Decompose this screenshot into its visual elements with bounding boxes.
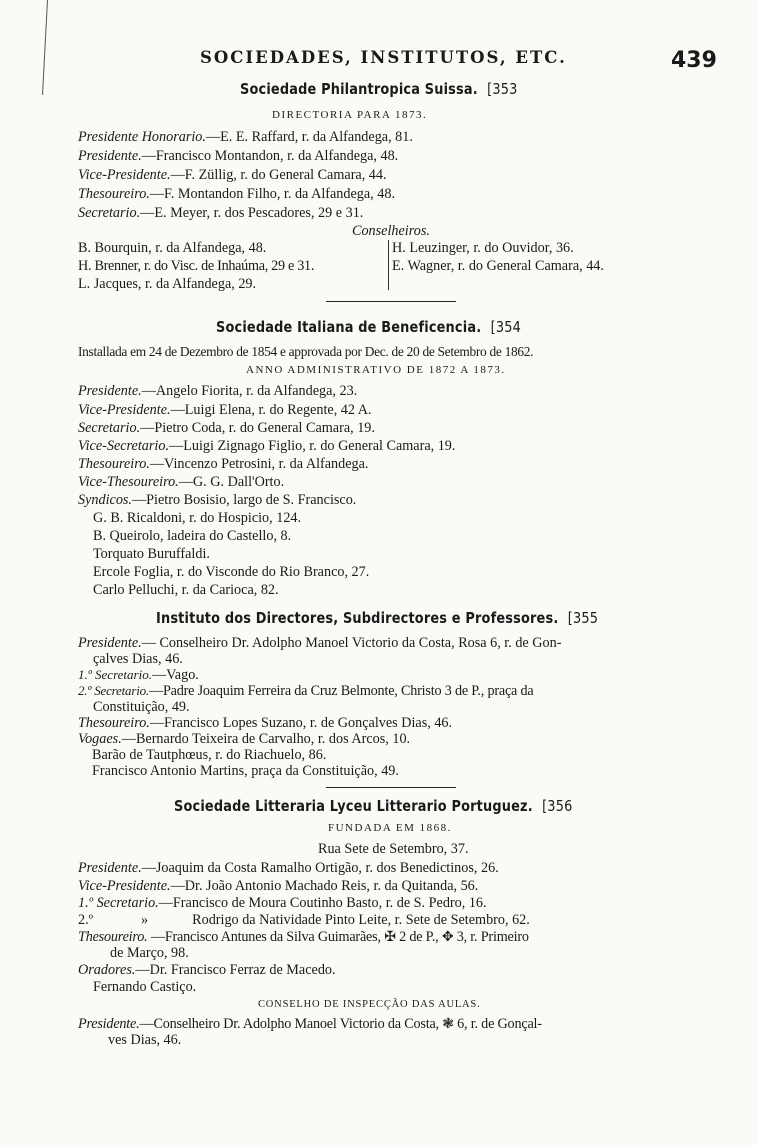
section-title-text: Instituto dos Directores, Subdirectores e Professores.	[156, 609, 559, 627]
section-number: [356	[542, 797, 573, 815]
entry-text: —Angelo Fiorita, r. da Alfandega, 23.	[141, 383, 358, 399]
entry-text: Rodrigo da Natividade Pinto Leite, r. Sete de Setembro, 62.	[192, 912, 530, 928]
conselheiros-label: Conselheiros.	[352, 223, 430, 239]
entry-text: —Luigi Zignago Figlio, r. do General Camara, 19.	[169, 438, 456, 454]
syndic-entry: Carlo Pelluchi, r. da Carioca, 82.	[93, 582, 279, 598]
section-356-address: Rua Sete de Setembro, 37.	[318, 841, 469, 857]
syndic-entry: G. B. Ricaldoni, r. do Hospicio, 124.	[93, 510, 302, 526]
entry-continuation: ves Dias, 46.	[108, 1032, 182, 1048]
entry-line	[78, 455, 368, 473]
vogal-entry: Barão de Tautphœus, r. do Riachuelo, 86.	[92, 747, 327, 763]
entry-text: —Vago.	[151, 667, 199, 683]
vogal-entry: Francisco Antonio Martins, praça da Constituição, 49.	[92, 763, 399, 779]
section-title-text: Sociedade Philantropica Suissa.	[240, 80, 478, 98]
entry-text: — Conselheiro Dr. Adolpho Manoel Victorio da Costa, Rosa 6, r. de Gon-	[141, 635, 562, 651]
role-label: Vice-Secretario.	[78, 438, 169, 454]
role-label: Presidente.	[78, 148, 142, 164]
ditto-mark: »	[141, 912, 149, 928]
entry-text: —Pietro Coda, r. do General Camara, 19.	[140, 420, 375, 436]
entry-line	[78, 147, 398, 165]
rose-order-icon: ❃	[442, 1017, 454, 1032]
council-right-entry: H. Leuzinger, r. do Ouvidor, 36.	[392, 240, 574, 256]
entry-line	[78, 877, 478, 895]
entry-text: 6, r. de Gonçal-	[457, 1016, 542, 1032]
entry-text: —G. G. Dall'Orto.	[178, 474, 285, 490]
cross-order-icon: ✠	[384, 930, 396, 945]
entry-line	[78, 491, 356, 509]
role-label: Presidente.	[78, 1016, 140, 1032]
entry-line	[78, 128, 413, 146]
section-number: [354	[490, 318, 521, 336]
role-label: Vice-Presidente.	[78, 878, 171, 894]
entry-line	[78, 473, 284, 491]
section-356-title	[174, 797, 572, 815]
entry-text: 3, r. Primeiro	[456, 929, 529, 945]
entry-text: —Francisco Antunes da Silva Guimarães,	[150, 929, 381, 945]
role-label: Vogaes.	[78, 731, 122, 747]
entry-line	[78, 911, 530, 929]
role-label: Oradores.	[78, 962, 136, 978]
margin-mark	[42, 0, 48, 95]
section-356-subtitle: FUNDADA EM 1868.	[328, 822, 452, 834]
entry-text: —F. Züllig, r. do General Camara, 44.	[170, 167, 387, 183]
entry-text: —Dr. João Antonio Machado Reis, r. da Quitanda, 56.	[170, 878, 479, 894]
entry-line	[78, 185, 395, 203]
role-label: Vice-Thesoureiro.	[78, 474, 179, 490]
entry-text: —Francisco de Moura Coutinho Basto, r. de S. Pedro, 16.	[158, 895, 487, 911]
role-label: Thesoureiro.	[78, 929, 148, 945]
council-left-entry: H. Brenner, r. do Visc. de Inhaúma, 29 e 31.	[78, 258, 315, 274]
role-label: Secretario.	[78, 420, 141, 436]
entry-line	[78, 401, 372, 419]
syndic-entry: B. Queirolo, ladeira do Castello, 8.	[93, 528, 292, 544]
syndic-entry: Ercole Foglia, r. do Visconde do Rio Branco, 27.	[93, 564, 370, 580]
role-label: Presidente.	[78, 635, 142, 651]
role-label: 2.º	[78, 912, 94, 928]
role-label: Presidente.	[78, 860, 142, 876]
entry-line	[78, 859, 499, 877]
entry-continuation: de Março, 98.	[110, 945, 189, 961]
entry-text: 2 de P.,	[399, 929, 439, 945]
entry-continuation: çalves Dias, 46.	[93, 651, 183, 667]
entry-line	[78, 961, 336, 979]
page-number: 439	[671, 48, 717, 73]
section-355-title	[156, 609, 598, 627]
running-title: SOCIEDADES, INSTITUTOS, ETC.	[200, 48, 567, 67]
section-354-subtitle: ANNO ADMINISTRATIVO DE 1872 A 1873.	[246, 364, 506, 376]
entry-text: —Bernardo Teixeira de Carvalho, r. dos Arcos, 10.	[121, 731, 411, 747]
role-label: 1.º Secretario.	[78, 895, 159, 911]
entry-continuation: Constituição, 49.	[93, 699, 190, 715]
role-label: Presidente Honorario.	[78, 129, 206, 145]
section-title-text: Sociedade Italiana de Beneficencia.	[216, 318, 482, 336]
entry-text: —E. E. Raffard, r. da Alfandega, 81.	[205, 129, 413, 145]
entry-line	[78, 894, 487, 912]
role-label: Thesoureiro.	[78, 715, 150, 731]
section-divider	[326, 301, 456, 302]
council-title: CONSELHO DE INSPECÇÃO DAS AULAS.	[258, 999, 481, 1010]
entry-line	[78, 382, 357, 400]
entry-text: —Francisco Montandon, r. da Alfandega, 48.	[141, 148, 399, 164]
role-label: Presidente.	[78, 383, 142, 399]
entry-text: —Conselheiro Dr. Adolpho Manoel Victorio da Costa,	[139, 1016, 439, 1032]
entry-line	[78, 166, 387, 184]
entry-text: —F. Montandon Filho, r. da Alfandega, 48.	[149, 186, 396, 202]
section-number: [355	[567, 609, 599, 627]
column-divider	[388, 240, 389, 290]
section-353-title	[240, 80, 518, 98]
role-label: Vice-Presidente.	[78, 402, 171, 418]
section-number: [353	[487, 80, 518, 98]
section-354-title	[216, 318, 521, 336]
council-right-entry: E. Wagner, r. do General Camara, 44.	[392, 258, 604, 274]
section-divider	[326, 787, 456, 788]
entry-line	[78, 204, 363, 222]
role-label: Thesoureiro.	[78, 186, 150, 202]
entry-line	[78, 419, 375, 437]
entry-text: —Vincenzo Petrosini, r. da Alfandega.	[149, 456, 369, 472]
entry-text: —Pietro Bosisio, largo de S. Francisco.	[131, 492, 357, 508]
entry-line	[78, 437, 455, 455]
entry-text: —Francisco Lopes Suzano, r. de Gonçalves Dias, 46.	[149, 715, 453, 731]
role-label: 1.º Secretario.	[78, 667, 152, 682]
section-353-subtitle: DIRECTORIA PARA 1873.	[272, 109, 428, 121]
entry-text: —Dr. Francisco Ferraz de Macedo.	[135, 962, 336, 978]
role-label: Vice-Presidente.	[78, 167, 171, 183]
entry-text: —Padre Joaquim Ferreira da Cruz Belmonte, Christo 3 de P., praça da	[148, 683, 534, 699]
entry-text: —E. Meyer, r. dos Pescadores, 29 e 31.	[140, 205, 364, 221]
role-label: Secretario.	[78, 205, 141, 221]
role-label: Syndicos.	[78, 492, 132, 508]
section-title-text: Sociedade Litteraria Lyceu Litterario Portuguez.	[174, 797, 533, 815]
council-left-entry: B. Bourquin, r. da Alfandega, 48.	[78, 240, 267, 256]
section-354-intro: Installada em 24 de Dezembro de 1854 e approvada por Dec. de 20 de Setembro de 1862.	[78, 344, 534, 359]
role-label: Thesoureiro.	[78, 456, 150, 472]
role-label: 2.º Secretario.	[78, 683, 149, 698]
syndic-entry: Torquato Buruffaldi.	[93, 546, 210, 562]
rose-order-icon: ✥	[441, 930, 454, 945]
entry-text: —Joaquim da Costa Ramalho Ortigão, r. dos Benedictinos, 26.	[141, 860, 499, 876]
entry-text: —Luigi Elena, r. do Regente, 42 A.	[170, 402, 372, 418]
orador-entry: Fernando Castiço.	[93, 979, 197, 995]
council-left-entry: L. Jacques, r. da Alfandega, 29.	[78, 276, 257, 292]
